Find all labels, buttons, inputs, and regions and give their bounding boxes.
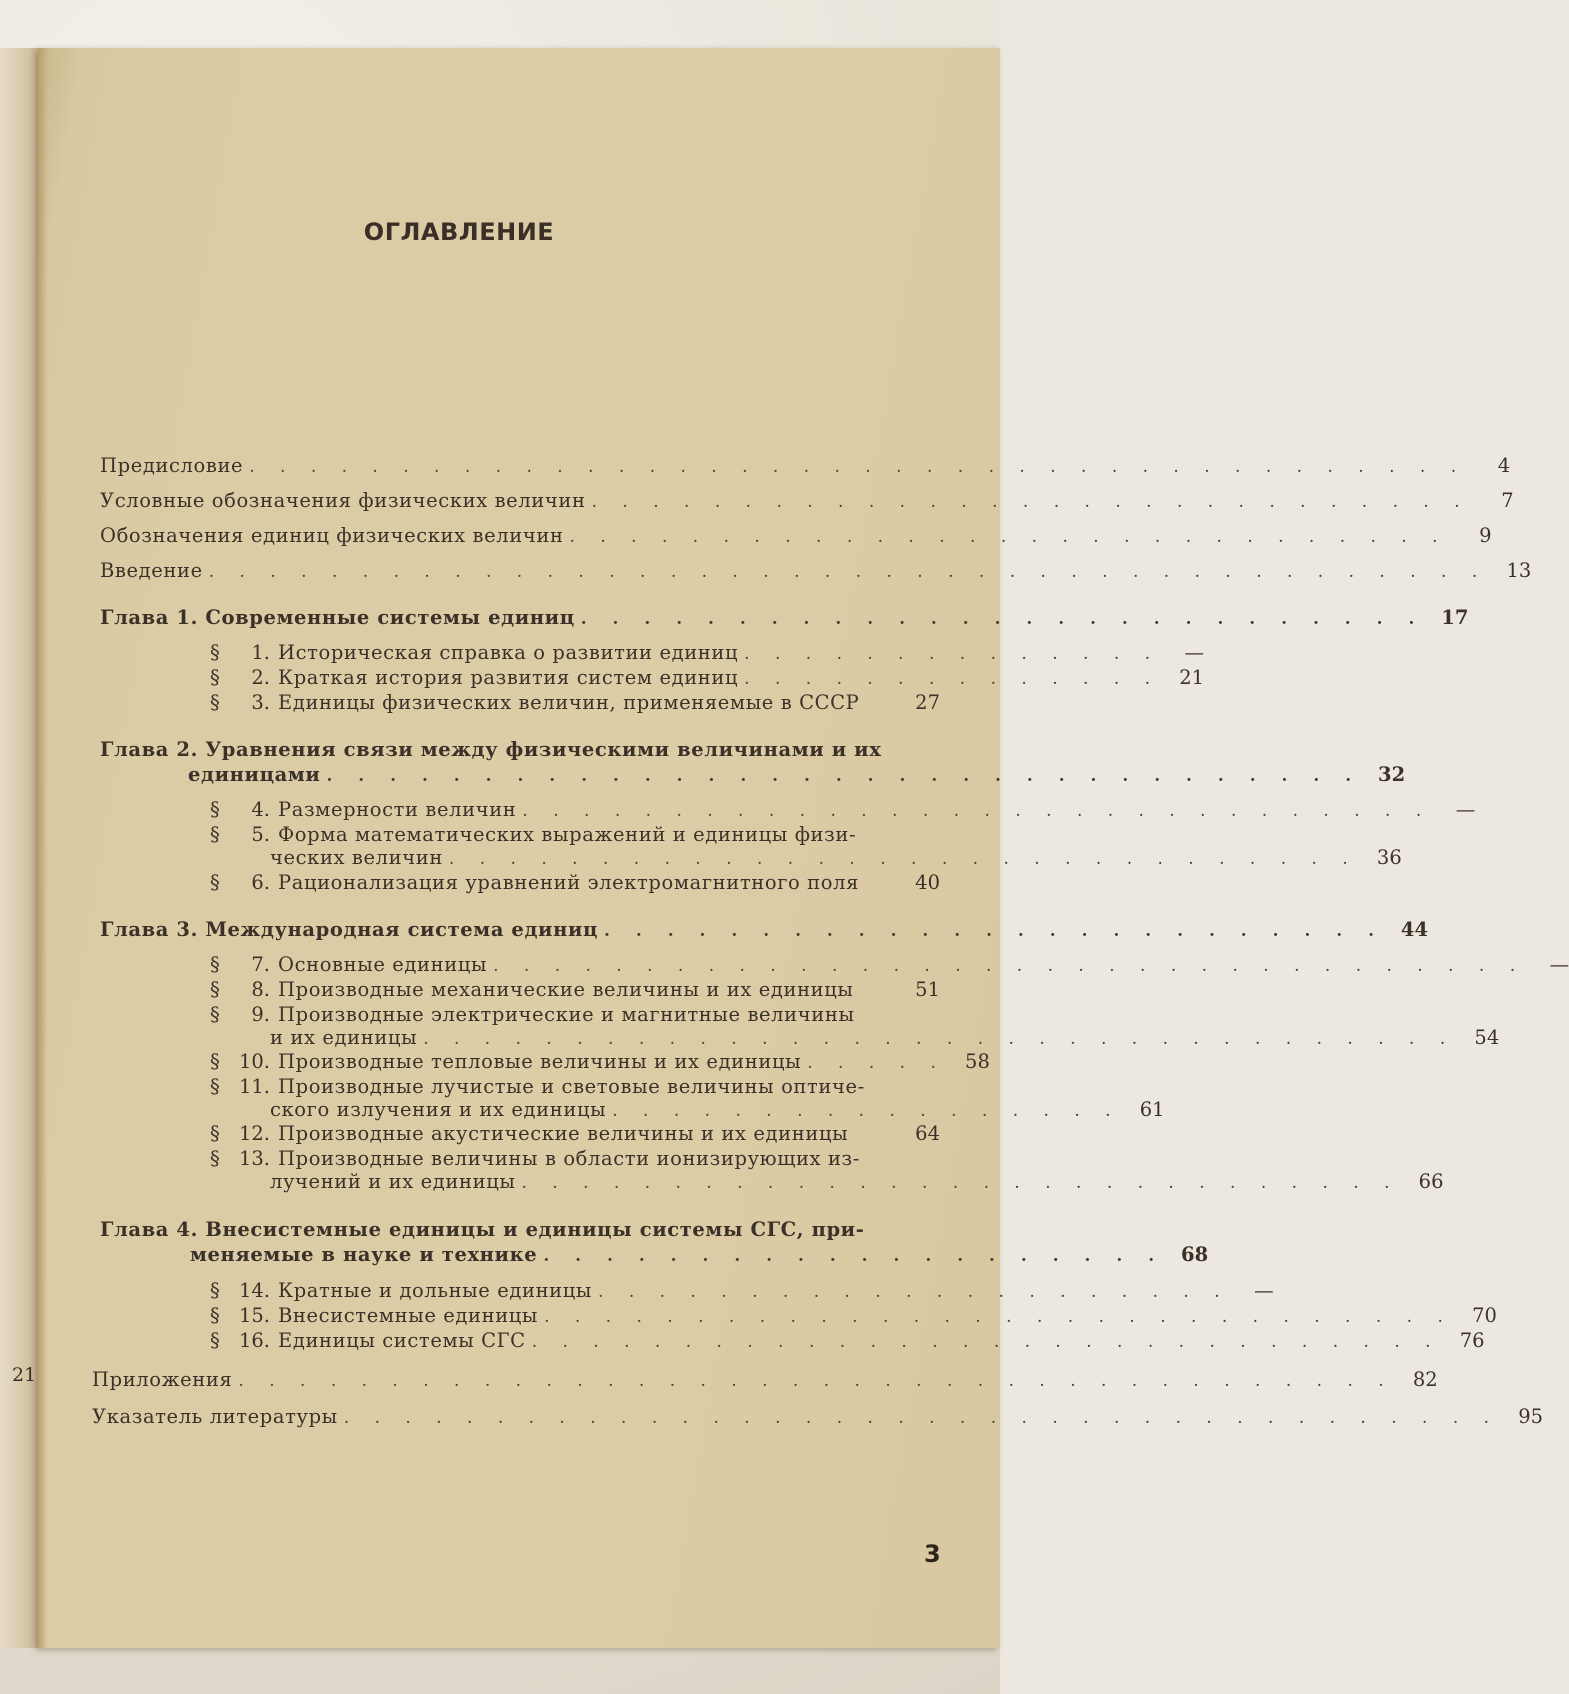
toc-chapter-page: 68 [1181, 1243, 1209, 1266]
toc-section-14 [210, 1279, 1274, 1302]
toc-section-4 [210, 798, 1476, 821]
section-sign: § [210, 953, 220, 976]
toc-entry-label: Условные обозначения физических величин [100, 489, 586, 512]
section-page: 27 [915, 691, 940, 714]
section-sign: § [210, 798, 220, 821]
toc-entry-label: Указатель литературы [92, 1405, 338, 1428]
section-sign: § [210, 666, 220, 689]
toc-section-6 [210, 873, 940, 893]
toc-section-13-cont [270, 1170, 1444, 1193]
toc-entry-symbols [100, 489, 1514, 512]
section-number: 15. [238, 1304, 270, 1327]
section-label: Кратные и дольные единицы [278, 1279, 593, 1302]
toc-entry-label: Приложения [92, 1368, 233, 1391]
section-label: Производные акустические величины и их единицы [278, 1122, 849, 1145]
dot-leader: . . . . . [807, 1053, 946, 1073]
section-number: 10. [238, 1050, 270, 1073]
section-page: — [1549, 953, 1569, 976]
toc-chapter-label-line1: Глава 2. Уравнения связи между физическими величинами и их [100, 738, 882, 761]
dot-leader: . . . . . . . . . . . . . . . . . . . . . . . . . . . . . . [531, 1332, 1441, 1352]
toc-entry-label: Предисловие [100, 454, 244, 477]
section-number: 14. [238, 1279, 270, 1302]
section-number: 11. [238, 1075, 270, 1098]
section-sign: § [210, 1050, 220, 1073]
toc-entry-unit-designations [100, 524, 1492, 547]
toc-chapter-label-line1: Глава 4. Внесистемные единицы и единицы системы СГС, при- [100, 1218, 865, 1241]
toc-section-12 [210, 1124, 940, 1144]
section-number: 9. [251, 1003, 270, 1026]
section-number: 16. [238, 1329, 270, 1352]
toc-section-9-cont [270, 1026, 1500, 1049]
toc-chapter-page: 32 [1378, 763, 1406, 786]
section-page: 58 [965, 1050, 990, 1073]
section-label-line2: лучений и их единицы [270, 1170, 516, 1193]
toc-section-9 [210, 1005, 940, 1025]
section-number: 12. [238, 1122, 270, 1145]
section-label: Размерности величин [278, 798, 517, 821]
section-sign: § [210, 1003, 220, 1026]
toc-entry-page: 95 [1518, 1405, 1544, 1428]
section-label-line1: Производные величины в области ионизирующих из- [278, 1147, 860, 1170]
section-label: Историческая справка о развитии единиц [278, 641, 739, 664]
dot-leader: . . . . . . . . . . . . . . . . . . . . [543, 1246, 1165, 1266]
section-number: 8. [251, 978, 270, 1001]
toc-chapter-label-line2: меняемые в науке и технике [190, 1243, 538, 1266]
section-sign: § [210, 823, 220, 846]
toc-section-5-cont [270, 846, 1402, 869]
section-page: 66 [1418, 1170, 1444, 1193]
dot-leader: . . . . . . . . . . . . . . . . . . . . . . . . . . . . . . [544, 1307, 1453, 1327]
dot-leader: . . . . . . . . . . . . . . [744, 644, 1161, 664]
toc-section-5 [210, 825, 940, 845]
section-page: 64 [915, 1122, 940, 1145]
section-page: — [1455, 798, 1476, 821]
section-label: Производные тепловые величины и их единицы [278, 1050, 802, 1073]
toc-entry-bibliography [92, 1405, 1544, 1428]
dot-leader: . . . . . . . . . . . . . . . . . . . . . . . . . . . . . [569, 527, 1448, 547]
toc-chapter-label: Глава 3. Международная система единиц [100, 918, 599, 941]
toc-chapter-4-cont [190, 1243, 1209, 1266]
toc-entry-page: 9 [1479, 524, 1492, 547]
section-label: Внесистемные единицы [278, 1304, 539, 1327]
toc-chapter-label: Глава 1. Современные системы единиц [100, 606, 575, 629]
section-sign: § [210, 641, 220, 664]
toc-section-2 [210, 666, 1205, 689]
left-page-number: 21 [12, 1364, 37, 1386]
section-page: 54 [1474, 1026, 1500, 1049]
toc-chapter-1 [100, 606, 1469, 629]
section-sign: § [210, 978, 220, 1001]
toc-chapter-2-cont [188, 763, 1406, 786]
page-number: 3 [924, 1540, 941, 1568]
section-label-line1: Производные лучистые и световые величины оптиче- [278, 1075, 865, 1098]
toc-chapter-label-line2: единицами [188, 763, 321, 786]
dot-leader: . . . . . . . . . . . . . . . . . . . . . . . . . . . . . . . . . . . . . . . . [249, 457, 1467, 477]
section-sign: § [210, 1147, 220, 1170]
section-sign: § [210, 1304, 220, 1327]
section-page: — [1254, 1279, 1274, 1302]
section-page: 21 [1179, 666, 1205, 689]
toc-entry-preface [100, 454, 1511, 477]
dot-leader: . . . . . . . . . . . . . . . . . . . . . . . . . . . . . . . . . . . . . . . . . . [208, 562, 1488, 582]
section-number: 4. [251, 798, 270, 821]
section-page: 70 [1472, 1304, 1497, 1327]
section-page: 51 [915, 978, 940, 1001]
section-number: 2. [251, 666, 270, 689]
section-label-line2: ческих величин [270, 846, 443, 869]
dot-leader: . . . . . . . . . . . . . . . . . . . . . . . . . . . . . . . . . . . . . . [238, 1371, 1394, 1391]
toc-entry-page: 13 [1506, 559, 1532, 582]
section-label: Основные единицы [278, 953, 488, 976]
section-sign: § [210, 871, 220, 894]
section-number: 5. [251, 823, 270, 846]
toc-section-13 [210, 1149, 940, 1169]
book-page [38, 48, 1569, 1648]
section-page: 61 [1139, 1098, 1165, 1121]
section-number: 3. [251, 691, 270, 714]
toc-section-11-cont [270, 1098, 1165, 1121]
section-number: 13. [238, 1147, 270, 1170]
dot-leader: . . . . . . . . . . . . . . . . . . . . . . . . . . . . . . . . . . [493, 956, 1526, 976]
toc-entry-label: Введение [100, 559, 203, 582]
section-label-line1: Производные электрические и магнитные величины [278, 1003, 855, 1026]
section-label: Производные механические величины и их единицы [278, 978, 854, 1001]
toc-entry-page: 4 [1497, 454, 1511, 477]
toc-section-11 [210, 1077, 940, 1097]
toc-section-16 [210, 1329, 1485, 1352]
toc-chapter-3 [100, 918, 1429, 941]
section-label-line1: Форма математических выражений и единицы физи- [278, 823, 857, 846]
dot-leader: . . . . . . . . . . . . . . . . . . . . . . . . . . . . . . . . . [326, 766, 1362, 786]
toc-chapter-page: 44 [1400, 918, 1429, 941]
page-title: ОГЛАВЛЕНИЕ [363, 218, 555, 246]
section-number: 7. [251, 953, 270, 976]
toc-section-8 [210, 980, 940, 1000]
dot-leader: . . . . . . . . . . . . . . . . . . . . . . . . . . . . . [521, 1173, 1400, 1193]
section-page: 76 [1459, 1329, 1485, 1352]
section-page: 36 [1376, 846, 1402, 869]
section-label: Краткая история развития систем единиц [278, 666, 739, 689]
toc-section-1 [210, 641, 1205, 664]
dot-leader: . . . . . . . . . . . . . . . . . [612, 1101, 1121, 1121]
section-page: — [1184, 641, 1205, 664]
toc-section-15 [210, 1304, 1497, 1327]
section-sign: § [210, 1075, 220, 1098]
section-page: 40 [915, 871, 940, 894]
dot-leader: . . . . . . . . . . . . . . . . . . . . . . . . . . . . . . . . . . . . . . [343, 1408, 1500, 1428]
toc-entry-page: 7 [1501, 489, 1514, 512]
toc-entry-appendices [92, 1368, 1438, 1391]
dot-leader: . . . . . . . . . . . . . . . . . . . . . . . . . . . [580, 609, 1425, 629]
dot-leader: . . . . . . . . . . . . . . . . . . . . . . . . . . . . . . . . . . [423, 1029, 1456, 1049]
dot-leader: . . . . . . . . . . . . . . [744, 669, 1161, 689]
section-sign: § [210, 691, 220, 714]
dot-leader: . . . . . . . . . . . . . . . . . . . . . . . . . [604, 921, 1385, 941]
left-page-edge [0, 48, 40, 1648]
toc-entry-page: 82 [1412, 1368, 1438, 1391]
section-sign: § [210, 1122, 220, 1145]
section-number: 6. [251, 871, 270, 894]
toc-chapter-page: 17 [1441, 606, 1469, 629]
section-sign: § [210, 1279, 220, 1302]
page-binding-shadow [38, 48, 48, 1648]
toc-section-7 [210, 953, 1569, 976]
dot-leader: . . . . . . . . . . . . . . . . . . . . . . . . . . . . . [591, 492, 1470, 512]
toc-section-3 [210, 693, 940, 713]
dot-leader: . . . . . . . . . . . . . . . . . . . . . . . . . . . . . . [448, 849, 1358, 869]
section-label: Рационализация уравнений электромагнитного поля [278, 871, 859, 894]
dot-leader: . . . . . . . . . . . . . . . . . . . . . [598, 1282, 1230, 1302]
section-label: Единицы физических величин, применяемые в СССР [278, 691, 860, 714]
section-sign: § [210, 1329, 220, 1352]
toc-section-10 [210, 1050, 990, 1073]
section-label-line2: ского излучения и их единицы [270, 1098, 607, 1121]
section-number: 1. [251, 641, 270, 664]
toc-chapter-2 [100, 740, 940, 760]
toc-entry-label: Обозначения единиц физических величин [100, 524, 564, 547]
section-label-line2: и их единицы [270, 1026, 418, 1049]
section-label: Единицы системы СГС [278, 1329, 526, 1352]
toc-chapter-4 [100, 1220, 940, 1240]
dot-leader: . . . . . . . . . . . . . . . . . . . . . . . . . . . . . . [522, 801, 1432, 821]
toc-entry-introduction [100, 559, 1532, 582]
